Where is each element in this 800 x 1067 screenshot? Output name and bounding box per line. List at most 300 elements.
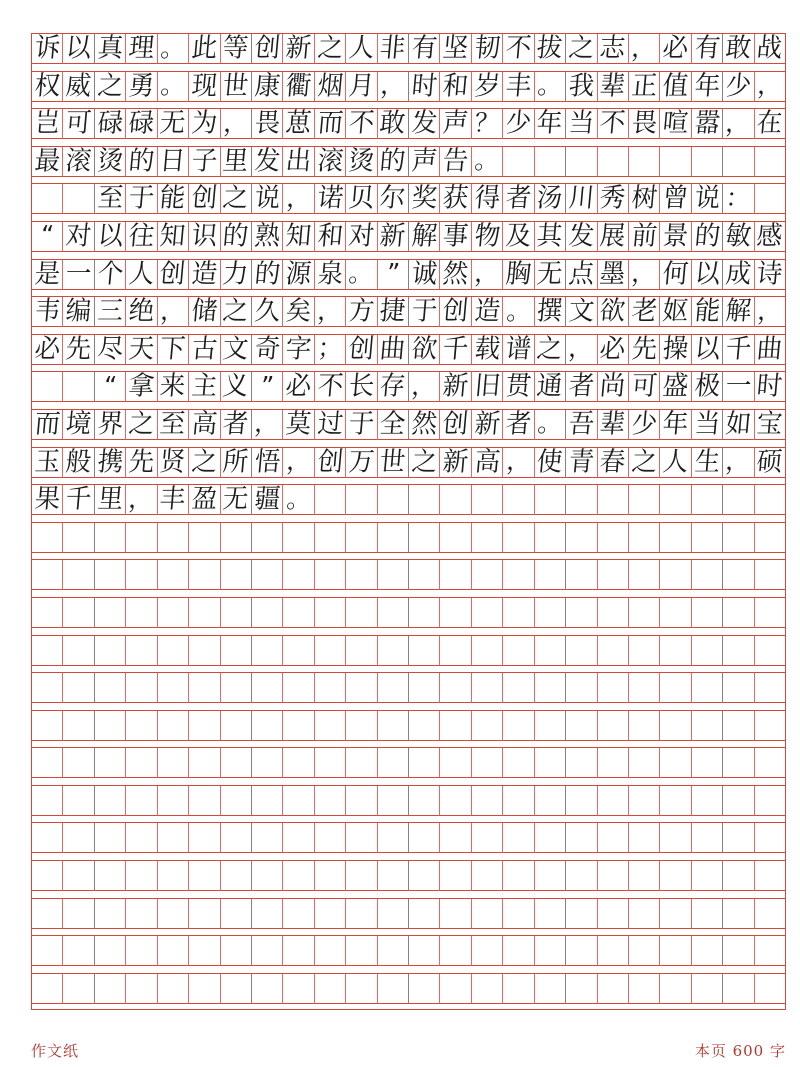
grid-cell[interactable] bbox=[598, 560, 629, 590]
grid-cell[interactable] bbox=[32, 109, 63, 139]
grid-cell[interactable] bbox=[189, 445, 220, 478]
grid-cell[interactable] bbox=[598, 861, 629, 891]
grid-cell[interactable] bbox=[221, 636, 252, 666]
grid-cell[interactable] bbox=[692, 899, 723, 929]
grid-cell[interactable] bbox=[32, 899, 63, 929]
grid-cell[interactable] bbox=[315, 936, 346, 966]
grid-cell[interactable] bbox=[378, 936, 409, 966]
grid-cell[interactable] bbox=[95, 936, 126, 966]
grid-cell[interactable] bbox=[32, 332, 63, 365]
grid-cell[interactable] bbox=[126, 598, 157, 628]
grid-cell[interactable] bbox=[535, 748, 566, 778]
grid-cell[interactable] bbox=[409, 974, 440, 1004]
grid-cell[interactable] bbox=[692, 257, 723, 290]
grid-cell[interactable] bbox=[158, 636, 189, 666]
grid-cell[interactable] bbox=[472, 636, 503, 666]
grid-cell[interactable] bbox=[126, 560, 157, 590]
grid-cell[interactable] bbox=[755, 485, 785, 515]
grid-cell[interactable] bbox=[283, 448, 314, 478]
grid-cell[interactable] bbox=[95, 523, 126, 553]
grid-cell[interactable] bbox=[692, 523, 723, 553]
grid-cell[interactable] bbox=[598, 109, 629, 139]
grid-cell[interactable] bbox=[503, 936, 534, 966]
grid-cell[interactable] bbox=[472, 260, 503, 290]
grid-cell[interactable] bbox=[440, 748, 471, 778]
grid-cell[interactable] bbox=[566, 147, 597, 177]
grid-cell[interactable] bbox=[755, 372, 785, 402]
grid-cell[interactable] bbox=[440, 34, 471, 64]
grid-cell[interactable] bbox=[660, 711, 691, 741]
grid-cell[interactable] bbox=[566, 372, 597, 402]
grid-cell[interactable] bbox=[566, 297, 597, 327]
grid-cell[interactable] bbox=[503, 372, 534, 402]
grid-cell[interactable] bbox=[629, 184, 660, 214]
grid-cell[interactable] bbox=[252, 861, 283, 891]
grid-cell[interactable] bbox=[126, 297, 157, 327]
grid-cell[interactable] bbox=[221, 184, 252, 214]
grid-cell[interactable] bbox=[283, 899, 314, 929]
grid-cell[interactable] bbox=[378, 560, 409, 590]
grid-cell[interactable] bbox=[252, 332, 283, 365]
grid-cell[interactable] bbox=[660, 786, 691, 816]
grid-cell[interactable] bbox=[189, 297, 220, 327]
grid-cell[interactable] bbox=[221, 69, 252, 102]
grid-cell[interactable] bbox=[126, 673, 157, 703]
grid-cell[interactable] bbox=[472, 786, 503, 816]
grid-cell[interactable] bbox=[221, 786, 252, 816]
grid-cell[interactable] bbox=[660, 636, 691, 666]
grid-cell[interactable] bbox=[660, 485, 691, 515]
grid-cell[interactable] bbox=[158, 184, 189, 214]
grid-cell[interactable] bbox=[221, 34, 252, 64]
grid-cell[interactable] bbox=[472, 485, 503, 515]
grid-cell[interactable] bbox=[283, 34, 314, 64]
grid-cell[interactable] bbox=[315, 711, 346, 741]
grid-cell[interactable] bbox=[660, 297, 691, 327]
grid-cell[interactable] bbox=[409, 523, 440, 553]
grid-cell[interactable] bbox=[346, 34, 377, 64]
grid-cell[interactable] bbox=[283, 786, 314, 816]
grid-cell[interactable] bbox=[440, 861, 471, 891]
grid-cell[interactable] bbox=[598, 184, 629, 214]
grid-cell[interactable] bbox=[692, 861, 723, 891]
grid-cell[interactable] bbox=[63, 786, 94, 816]
grid-cell[interactable] bbox=[535, 485, 566, 515]
grid-cell[interactable] bbox=[629, 786, 660, 816]
grid-cell[interactable] bbox=[346, 372, 377, 402]
grid-cell[interactable] bbox=[598, 673, 629, 703]
grid-cell[interactable] bbox=[252, 523, 283, 553]
grid-cell[interactable] bbox=[63, 144, 94, 177]
grid-cell[interactable] bbox=[158, 372, 189, 402]
grid-cell[interactable] bbox=[755, 823, 785, 853]
grid-cell[interactable] bbox=[723, 861, 754, 891]
grid-cell[interactable] bbox=[566, 899, 597, 929]
grid-cell[interactable] bbox=[409, 560, 440, 590]
grid-cell[interactable] bbox=[692, 332, 723, 365]
grid-cell[interactable] bbox=[598, 257, 629, 290]
grid-cell[interactable] bbox=[189, 332, 220, 365]
grid-cell[interactable] bbox=[252, 109, 283, 139]
grid-cell[interactable] bbox=[566, 184, 597, 214]
grid-cell[interactable] bbox=[692, 786, 723, 816]
grid-cell[interactable] bbox=[598, 786, 629, 816]
grid-cell[interactable] bbox=[755, 861, 785, 891]
grid-cell[interactable] bbox=[63, 748, 94, 778]
grid-cell[interactable] bbox=[503, 598, 534, 628]
grid-cell[interactable] bbox=[126, 222, 157, 252]
grid-cell[interactable] bbox=[598, 748, 629, 778]
grid-cell[interactable] bbox=[440, 560, 471, 590]
grid-cell[interactable] bbox=[409, 184, 440, 214]
grid-cell[interactable] bbox=[378, 748, 409, 778]
grid-cell[interactable] bbox=[566, 786, 597, 816]
grid-cell[interactable] bbox=[629, 109, 660, 139]
grid-cell[interactable] bbox=[629, 823, 660, 853]
grid-cell[interactable] bbox=[32, 598, 63, 628]
grid-cell[interactable] bbox=[723, 974, 754, 1004]
grid-cell[interactable] bbox=[63, 184, 94, 214]
grid-cell[interactable] bbox=[629, 69, 660, 102]
grid-cell[interactable] bbox=[189, 372, 220, 402]
grid-cell[interactable] bbox=[346, 297, 377, 327]
grid-cell[interactable] bbox=[283, 523, 314, 553]
grid-cell[interactable] bbox=[629, 297, 660, 327]
grid-cell[interactable] bbox=[409, 899, 440, 929]
grid-cell[interactable] bbox=[472, 936, 503, 966]
grid-cell[interactable] bbox=[378, 974, 409, 1004]
grid-cell[interactable] bbox=[252, 410, 283, 440]
grid-cell[interactable] bbox=[723, 823, 754, 853]
grid-cell[interactable] bbox=[95, 445, 126, 478]
grid-cell[interactable] bbox=[409, 410, 440, 440]
grid-cell[interactable] bbox=[283, 598, 314, 628]
grid-cell[interactable] bbox=[566, 222, 597, 252]
grid-cell[interactable] bbox=[252, 144, 283, 177]
grid-cell[interactable] bbox=[283, 823, 314, 853]
grid-cell[interactable] bbox=[440, 823, 471, 853]
grid-cell[interactable] bbox=[723, 109, 754, 139]
grid-cell[interactable] bbox=[629, 974, 660, 1004]
grid-cell[interactable] bbox=[283, 410, 314, 440]
grid-cell[interactable] bbox=[189, 711, 220, 741]
grid-cell[interactable] bbox=[252, 823, 283, 853]
grid-cell[interactable] bbox=[755, 636, 785, 666]
grid-cell[interactable] bbox=[189, 523, 220, 553]
grid-cell[interactable] bbox=[252, 372, 283, 402]
grid-cell[interactable] bbox=[409, 332, 440, 365]
grid-cell[interactable] bbox=[315, 410, 346, 440]
grid-cell[interactable] bbox=[723, 899, 754, 929]
grid-cell[interactable] bbox=[723, 786, 754, 816]
grid-cell[interactable] bbox=[252, 786, 283, 816]
grid-cell[interactable] bbox=[95, 257, 126, 290]
grid-cell[interactable] bbox=[346, 332, 377, 365]
grid-cell[interactable] bbox=[32, 748, 63, 778]
grid-cell[interactable] bbox=[158, 485, 189, 515]
grid-cell[interactable] bbox=[126, 184, 157, 214]
grid-cell[interactable] bbox=[440, 899, 471, 929]
grid-cell[interactable] bbox=[95, 673, 126, 703]
grid-cell[interactable] bbox=[692, 974, 723, 1004]
grid-cell[interactable] bbox=[126, 485, 157, 515]
grid-cell[interactable] bbox=[221, 711, 252, 741]
grid-cell[interactable] bbox=[126, 786, 157, 816]
grid-cell[interactable] bbox=[95, 974, 126, 1004]
grid-cell[interactable] bbox=[723, 332, 754, 365]
grid-cell[interactable] bbox=[535, 560, 566, 590]
grid-cell[interactable] bbox=[63, 936, 94, 966]
grid-cell[interactable] bbox=[346, 899, 377, 929]
grid-cell[interactable] bbox=[378, 109, 409, 139]
grid-cell[interactable] bbox=[629, 673, 660, 703]
grid-cell[interactable] bbox=[126, 748, 157, 778]
grid-cell[interactable] bbox=[629, 222, 660, 252]
grid-cell[interactable] bbox=[189, 257, 220, 290]
grid-cell[interactable] bbox=[598, 899, 629, 929]
grid-cell[interactable] bbox=[660, 673, 691, 703]
grid-cell[interactable] bbox=[158, 297, 189, 327]
grid-cell[interactable] bbox=[598, 523, 629, 553]
grid-cell[interactable] bbox=[723, 560, 754, 590]
grid-cell[interactable] bbox=[189, 823, 220, 853]
grid-cell[interactable] bbox=[440, 598, 471, 628]
grid-cell[interactable] bbox=[503, 34, 534, 64]
grid-cell[interactable] bbox=[660, 222, 691, 252]
grid-cell[interactable] bbox=[189, 748, 220, 778]
grid-cell[interactable] bbox=[629, 560, 660, 590]
grid-cell[interactable] bbox=[189, 222, 220, 252]
grid-cell[interactable] bbox=[503, 222, 534, 252]
grid-cell[interactable] bbox=[378, 899, 409, 929]
grid-cell[interactable] bbox=[409, 786, 440, 816]
grid-cell[interactable] bbox=[503, 823, 534, 853]
grid-cell[interactable] bbox=[755, 598, 785, 628]
grid-cell[interactable] bbox=[440, 257, 471, 290]
grid-cell[interactable] bbox=[723, 485, 754, 515]
grid-cell[interactable] bbox=[346, 222, 377, 252]
grid-cell[interactable] bbox=[315, 485, 346, 515]
grid-cell[interactable] bbox=[283, 109, 314, 139]
grid-cell[interactable] bbox=[598, 445, 629, 478]
grid-cell[interactable] bbox=[221, 372, 252, 402]
grid-cell[interactable] bbox=[598, 485, 629, 515]
grid-cell[interactable] bbox=[158, 673, 189, 703]
grid-cell[interactable] bbox=[472, 184, 503, 214]
grid-cell[interactable] bbox=[472, 899, 503, 929]
grid-cell[interactable] bbox=[189, 184, 220, 214]
grid-cell[interactable] bbox=[346, 69, 377, 102]
grid-cell[interactable] bbox=[315, 297, 346, 327]
grid-cell[interactable] bbox=[566, 523, 597, 553]
grid-cell[interactable] bbox=[189, 899, 220, 929]
grid-cell[interactable] bbox=[158, 332, 189, 365]
grid-cell[interactable] bbox=[535, 899, 566, 929]
grid-cell[interactable] bbox=[63, 34, 94, 64]
grid-cell[interactable] bbox=[346, 485, 377, 515]
grid-cell[interactable] bbox=[32, 523, 63, 553]
grid-cell[interactable] bbox=[95, 899, 126, 929]
grid-cell[interactable] bbox=[126, 899, 157, 929]
grid-cell[interactable] bbox=[409, 861, 440, 891]
grid-cell[interactable] bbox=[535, 786, 566, 816]
grid-cell[interactable] bbox=[252, 222, 283, 252]
grid-cell[interactable] bbox=[723, 598, 754, 628]
grid-cell[interactable] bbox=[221, 936, 252, 966]
grid-cell[interactable] bbox=[283, 636, 314, 666]
grid-cell[interactable] bbox=[95, 297, 126, 327]
grid-cell[interactable] bbox=[723, 297, 754, 327]
grid-cell[interactable] bbox=[63, 523, 94, 553]
grid-cell[interactable] bbox=[378, 34, 409, 64]
grid-cell[interactable] bbox=[346, 260, 377, 290]
grid-cell[interactable] bbox=[189, 109, 220, 139]
grid-cell[interactable] bbox=[378, 598, 409, 628]
grid-cell[interactable] bbox=[535, 673, 566, 703]
grid-cell[interactable] bbox=[629, 147, 660, 177]
grid-cell[interactable] bbox=[409, 222, 440, 252]
grid-cell[interactable] bbox=[252, 748, 283, 778]
grid-cell[interactable] bbox=[95, 861, 126, 891]
grid-cell[interactable] bbox=[158, 109, 189, 139]
grid-cell[interactable] bbox=[315, 974, 346, 1004]
grid-cell[interactable] bbox=[221, 485, 252, 515]
grid-cell[interactable] bbox=[32, 485, 63, 515]
grid-cell[interactable] bbox=[315, 673, 346, 703]
grid-cell[interactable] bbox=[598, 598, 629, 628]
grid-cell[interactable] bbox=[346, 673, 377, 703]
grid-cell[interactable] bbox=[252, 560, 283, 590]
grid-cell[interactable] bbox=[535, 823, 566, 853]
grid-cell[interactable] bbox=[472, 297, 503, 327]
grid-cell[interactable] bbox=[315, 222, 346, 252]
grid-cell[interactable] bbox=[472, 974, 503, 1004]
grid-cell[interactable] bbox=[566, 636, 597, 666]
grid-cell[interactable] bbox=[660, 410, 691, 440]
grid-cell[interactable] bbox=[409, 673, 440, 703]
grid-cell[interactable] bbox=[221, 974, 252, 1004]
grid-cell[interactable] bbox=[692, 673, 723, 703]
grid-cell[interactable] bbox=[503, 711, 534, 741]
grid-cell[interactable] bbox=[63, 711, 94, 741]
grid-cell[interactable] bbox=[315, 184, 346, 214]
grid-cell[interactable] bbox=[63, 410, 94, 440]
grid-cell[interactable] bbox=[221, 297, 252, 327]
grid-cell[interactable] bbox=[503, 861, 534, 891]
grid-cell[interactable] bbox=[472, 69, 503, 102]
grid-cell[interactable] bbox=[566, 34, 597, 64]
grid-cell[interactable] bbox=[126, 410, 157, 440]
grid-cell[interactable] bbox=[32, 861, 63, 891]
grid-cell[interactable] bbox=[409, 372, 440, 402]
grid-cell[interactable] bbox=[32, 257, 63, 290]
grid-cell[interactable] bbox=[158, 598, 189, 628]
grid-cell[interactable] bbox=[629, 34, 660, 64]
grid-cell[interactable] bbox=[692, 445, 723, 478]
grid-cell[interactable] bbox=[32, 297, 63, 327]
grid-cell[interactable] bbox=[472, 823, 503, 853]
grid-cell[interactable] bbox=[598, 147, 629, 177]
grid-cell[interactable] bbox=[315, 748, 346, 778]
grid-cell[interactable] bbox=[378, 673, 409, 703]
grid-cell[interactable] bbox=[755, 109, 785, 139]
grid-cell[interactable] bbox=[95, 372, 126, 402]
grid-cell[interactable] bbox=[692, 823, 723, 853]
grid-cell[interactable] bbox=[126, 332, 157, 365]
grid-cell[interactable] bbox=[503, 147, 534, 177]
grid-cell[interactable] bbox=[158, 257, 189, 290]
grid-cell[interactable] bbox=[566, 748, 597, 778]
grid-cell[interactable] bbox=[158, 974, 189, 1004]
grid-cell[interactable] bbox=[503, 748, 534, 778]
grid-cell[interactable] bbox=[63, 109, 94, 139]
grid-cell[interactable] bbox=[755, 523, 785, 553]
grid-cell[interactable] bbox=[755, 184, 785, 214]
grid-cell[interactable] bbox=[566, 445, 597, 478]
grid-cell[interactable] bbox=[346, 823, 377, 853]
grid-cell[interactable] bbox=[566, 598, 597, 628]
grid-cell[interactable] bbox=[503, 560, 534, 590]
grid-cell[interactable] bbox=[503, 332, 534, 365]
grid-cell[interactable] bbox=[315, 335, 346, 365]
grid-cell[interactable] bbox=[221, 332, 252, 365]
grid-cell[interactable] bbox=[158, 34, 189, 64]
grid-cell[interactable] bbox=[63, 598, 94, 628]
grid-cell[interactable] bbox=[95, 69, 126, 102]
grid-cell[interactable] bbox=[692, 936, 723, 966]
grid-cell[interactable] bbox=[660, 184, 691, 214]
grid-cell[interactable] bbox=[692, 485, 723, 515]
grid-cell[interactable] bbox=[409, 297, 440, 327]
grid-cell[interactable] bbox=[692, 184, 723, 214]
grid-cell[interactable] bbox=[95, 332, 126, 365]
grid-cell[interactable] bbox=[283, 673, 314, 703]
grid-cell[interactable] bbox=[158, 222, 189, 252]
grid-cell[interactable] bbox=[660, 936, 691, 966]
grid-cell[interactable] bbox=[252, 34, 283, 64]
grid-cell[interactable] bbox=[158, 72, 189, 102]
grid-cell[interactable] bbox=[283, 485, 314, 515]
grid-cell[interactable] bbox=[566, 861, 597, 891]
grid-cell[interactable] bbox=[189, 974, 220, 1004]
grid-cell[interactable] bbox=[315, 560, 346, 590]
grid-cell[interactable] bbox=[378, 823, 409, 853]
grid-cell[interactable] bbox=[315, 34, 346, 64]
grid-cell[interactable] bbox=[32, 184, 63, 214]
grid-cell[interactable] bbox=[378, 445, 409, 478]
grid-cell[interactable] bbox=[535, 222, 566, 252]
grid-cell[interactable] bbox=[566, 711, 597, 741]
grid-cell[interactable] bbox=[472, 711, 503, 741]
grid-cell[interactable] bbox=[315, 144, 346, 177]
grid-cell[interactable] bbox=[252, 257, 283, 290]
grid-cell[interactable] bbox=[755, 257, 785, 290]
grid-cell[interactable] bbox=[535, 861, 566, 891]
grid-cell[interactable] bbox=[440, 410, 471, 440]
grid-cell[interactable] bbox=[629, 711, 660, 741]
grid-cell[interactable] bbox=[629, 523, 660, 553]
grid-cell[interactable] bbox=[95, 786, 126, 816]
grid-cell[interactable] bbox=[221, 257, 252, 290]
grid-cell[interactable] bbox=[346, 410, 377, 440]
grid-cell[interactable] bbox=[126, 34, 157, 64]
grid-cell[interactable] bbox=[63, 297, 94, 327]
grid-cell[interactable] bbox=[409, 144, 440, 177]
grid-cell[interactable] bbox=[503, 184, 534, 214]
grid-cell[interactable] bbox=[378, 260, 409, 290]
grid-cell[interactable] bbox=[692, 109, 723, 139]
grid-cell[interactable] bbox=[535, 974, 566, 1004]
